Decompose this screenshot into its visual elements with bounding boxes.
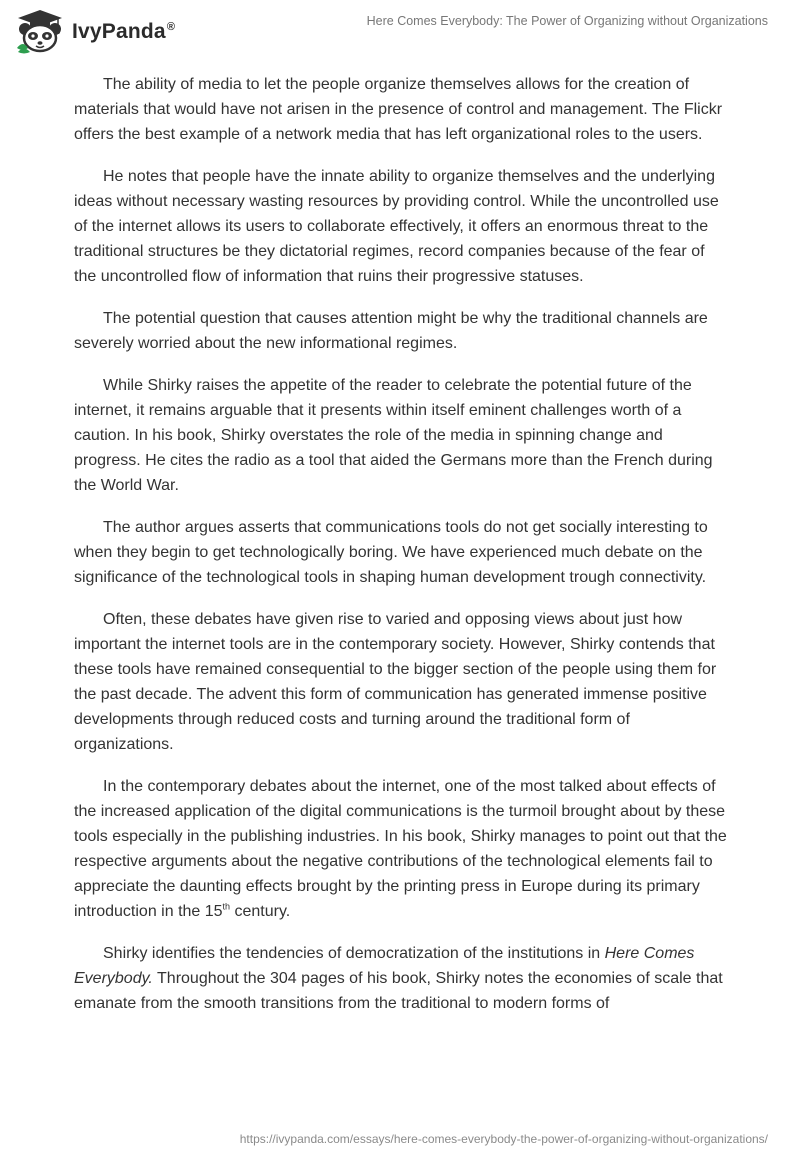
- paragraph-text: century.: [230, 903, 291, 920]
- paragraph: While Shirky raises the appetite of the reader to celebrate the potential future of the internet, it remains arguable that it presents within itself eminent challenges worth of a caution. In his book, Shirky overstates the role of the media in spinning change and progress. He cites the radio as a tool that aided the Germans more than the French during the World War.: [74, 377, 713, 494]
- document-title: Here Comes Everybody: The Power of Organizing without Organizations: [366, 14, 768, 28]
- paragraph-text: Shirky identifies the tendencies of democratization of the institutions in: [103, 945, 605, 962]
- paragraph-text: In the contemporary debates about the internet, one of the most talked about effects of the increased application of the digital communications is the turmoil brought about by these tools especially in the publishing industries. In his book, Shirky manages to point out that the respective arguments about the negative contributions of the technological elements fail to appreciate the daunting effects brought by the printing press in Europe during its primary introduction in the 15: [74, 778, 727, 920]
- panda-graduate-icon: [14, 8, 66, 54]
- paragraph-text: Throughout the 304 pages of his book, Shirky notes the economies of scale that emanate from the smooth transitions from the traditional to modern forms of: [74, 970, 723, 1012]
- page-header: [0, 0, 800, 64]
- book-title: Here Comes Everybody.: [74, 945, 695, 987]
- source-url[interactable]: https://ivypanda.com/essays/here-comes-everybody-the-power-of-organizing-without-organizations/: [239, 1132, 768, 1146]
- brand-logo[interactable]: [14, 8, 175, 54]
- paragraph: The potential question that causes attention might be why the traditional channels are severely worried about the new informational regimes.: [74, 310, 708, 352]
- registered-mark: ®: [166, 21, 176, 33]
- paragraph: [74, 774, 730, 924]
- paragraph: The author argues asserts that communications tools do not get socially interesting to when they begin to get technologically boring. We have experienced much debate on the significance of the technological tools in shaping human development trough connectivity.: [74, 519, 708, 586]
- essay-body: [74, 72, 730, 1033]
- brand-name-text: IvyPanda: [72, 20, 166, 43]
- paragraph: He notes that people have the innate ability to organize themselves and the underlying ideas without necessary wasting resources by providing control. While the uncontrolled use of the internet allows its users to collaborate effectively, it offers an enormous threat to the traditional structures be they dictatorial regimes, record companies because of the fear of the uncontrolled flow of information that ruins their progressive statuses.: [74, 168, 719, 285]
- paragraph: The ability of media to let the people organize themselves allows for the creation of materials that would have not arisen in the presence of control and management. The Flickr offers the best example of a network media that has left organizational roles to the users.: [74, 76, 723, 143]
- superscript-ordinal: th: [222, 901, 231, 912]
- paragraph: Often, these debates have given rise to varied and opposing views about just how important the internet tools are in the contemporary society. However, Shirky contends that these tools have remained consequential to the bigger section of the people using them for the past decade. The advent this form of communication has generated immense positive developments through reduced costs and turning around the traditional form of organizations.: [74, 611, 717, 753]
- paragraph: [74, 941, 730, 1016]
- brand-name: [72, 20, 175, 44]
